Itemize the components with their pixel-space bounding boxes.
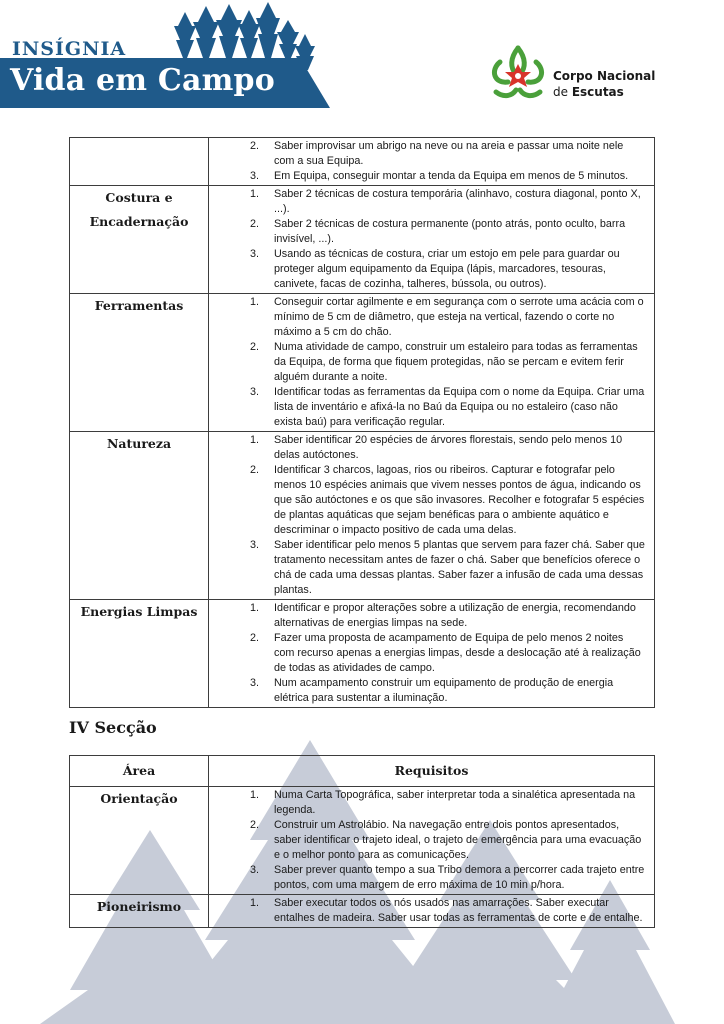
list-item [209, 631, 646, 676]
requirements-list [209, 186, 654, 293]
table-row [70, 600, 655, 708]
table-header-row [70, 756, 655, 787]
list-item [209, 538, 646, 598]
list-item [209, 247, 646, 292]
requirements-list [209, 787, 654, 894]
list-item [209, 385, 646, 430]
org-name-line1: Corpo Nacional [553, 69, 656, 83]
scout-fleur-de-lis-logo-icon [486, 40, 550, 106]
requirements-cell [209, 432, 655, 600]
list-item [209, 788, 646, 818]
item-text: Num acampamento construir um equipamento de produção de energia elétrica para sustentar a iluminação. [274, 677, 614, 704]
column-header-requirements: Requisitos [209, 756, 655, 787]
list-item [209, 340, 646, 385]
list-item [209, 601, 646, 631]
item-text: Construir um Astrolábio. Na navegação entre dois pontos apresentados, saber identificar o trajeto ideal, o trajeto de emergência para uma evacuação e o melhor ponto para as comunicações. [274, 819, 642, 861]
area-cell: Costura e Encadernação [70, 186, 209, 294]
item-text: Saber identificar pelo menos 5 plantas que servem para fazer chá. Saber que tratamento necessitam antes de fazer o chá. Saber que benefícios oferece o chá de cada uma dessas plantas. Saber fazer a infusão de cada uma dessas plantas. [274, 539, 645, 596]
item-number: 1. [249, 188, 259, 200]
list-item [209, 169, 646, 184]
item-number: 3. [249, 170, 259, 182]
area-cell [70, 138, 209, 186]
requirements-table-section-iv [69, 755, 655, 928]
item-text: Fazer uma proposta de acampamento de Equipa de pelo menos 2 noites com recurso apenas a energias limpas, desde a deslocação até à realização de todas as atividades de campo. [274, 632, 641, 674]
organization-name [553, 68, 655, 100]
section-title: IV Secção [69, 718, 157, 737]
requirements-cell [209, 138, 655, 186]
list-item [209, 433, 646, 463]
requirements-cell [209, 294, 655, 432]
list-item [209, 139, 646, 169]
item-number: 1. [249, 296, 259, 308]
item-number: 1. [249, 602, 259, 614]
requirements-list [209, 895, 654, 927]
item-number: 1. [249, 434, 259, 446]
requirements-cell [209, 186, 655, 294]
table-row [70, 432, 655, 600]
list-item [209, 863, 646, 893]
table-row [70, 895, 655, 928]
item-text: Saber prever quanto tempo a sua Tribo demora a percorrer cada trajeto entre pontos, com uma margem de erro máxima de 10 min p/hora. [274, 864, 645, 891]
item-text: Conseguir cortar agilmente e em segurança com o serrote uma acácia com o mínimo de 5 cm de diâmetro, que esteja na vertical, fazendo o corte no máximo a 5 cm do chão. [274, 296, 644, 338]
item-number: 3. [249, 386, 259, 398]
item-number: 3. [249, 864, 259, 876]
item-text: Saber 2 técnicas de costura temporária (alinhavo, costura diagonal, ponto X, ...). [274, 188, 641, 215]
badge-label: INSÍGNIA [12, 38, 127, 60]
item-number: 2. [249, 632, 259, 644]
list-item [209, 676, 646, 706]
column-header-area: Área [70, 756, 209, 787]
item-text: Usando as técnicas de costura, criar um estojo em pele para guardar ou proteger algum equipamento da Equipa (lápis, marcadores, tesouras, canivete, facas de cozinha, talheres, bússola, ou outros). [274, 248, 620, 290]
table-row [70, 787, 655, 895]
table-row [70, 138, 655, 186]
item-text: Saber identificar 20 espécies de árvores florestais, sendo pelo menos 10 delas autóctones. [274, 434, 623, 461]
item-text: Em Equipa, conseguir montar a tenda da Equipa em menos de 5 minutos. [274, 170, 629, 182]
area-cell: Natureza [70, 432, 209, 600]
item-text: Identificar e propor alterações sobre a utilização de energia, recomendando alternativas de energias limpas na sede. [274, 602, 636, 629]
requirements-cell [209, 895, 655, 928]
org-name-line2 [553, 84, 655, 100]
item-text: Identificar 3 charcos, lagoas, rios ou ribeiros. Capturar e fotografar pelo menos 10 espécies animais que vivem nesses pontos de água, indicando os que são autóctones e os que são invasores. Recolher e fotografar 5 espécies de plantas aquáticas que sejam benéficas para o ambiente aquático e descriminar o impacto positivo de cada uma delas. [274, 464, 645, 536]
list-item [209, 896, 646, 926]
area-cell: Ferramentas [70, 294, 209, 432]
item-text: Numa Carta Topográfica, saber interpretar toda a sinalética apresentada na legenda. [274, 789, 636, 816]
requirements-list [209, 138, 654, 185]
org-name-prefix: de [553, 85, 572, 99]
list-item [209, 463, 646, 538]
item-text: Identificar todas as ferramentas da Equipa com o nome da Equipa. Criar uma lista de inventário e afixá-la no Baú da Equipa ou no estaleiro (caso não exista baú) para verificação regular. [274, 386, 645, 428]
item-number: 3. [249, 539, 259, 551]
list-item [209, 187, 646, 217]
list-item [209, 295, 646, 340]
list-item [209, 818, 646, 863]
requirements-cell [209, 787, 655, 895]
requirements-list [209, 432, 654, 599]
list-item [209, 217, 646, 247]
requirements-table-continued [69, 137, 655, 708]
table-row [70, 294, 655, 432]
item-number: 1. [249, 789, 259, 801]
item-number: 3. [249, 248, 259, 260]
item-number: 2. [249, 140, 259, 152]
table-row [70, 186, 655, 294]
item-number: 2. [249, 464, 259, 476]
area-cell: Pioneirismo [70, 895, 209, 928]
item-number: 2. [249, 341, 259, 353]
badge-title: Vida em Campo [10, 63, 275, 98]
item-text: Numa atividade de campo, construir um estaleiro para todas as ferramentas da Equipa, de forma que fiquem protegidas, não se percam e evitem ferir alguém durante a noite. [274, 341, 638, 383]
item-number: 2. [249, 218, 259, 230]
item-text: Saber improvisar um abrigo na neve ou na areia e passar uma noite nele com a sua Equipa. [274, 140, 624, 167]
item-text: Saber 2 técnicas de costura permanente (ponto atrás, ponto oculto, barra invisível, ...). [274, 218, 626, 245]
requirements-list [209, 600, 654, 707]
requirements-list [209, 294, 654, 431]
item-number: 1. [249, 897, 259, 909]
org-name-bold: Escutas [571, 85, 624, 99]
area-cell: Orientação [70, 787, 209, 895]
item-text: Saber executar todos os nós usados nas amarrações. Saber executar entalhes de madeira. Saber usar todas as ferramentas de corte e de entalhe. [274, 897, 643, 924]
requirements-cell [209, 600, 655, 708]
item-number: 3. [249, 677, 259, 689]
item-number: 2. [249, 819, 259, 831]
area-cell: Energias Limpas [70, 600, 209, 708]
